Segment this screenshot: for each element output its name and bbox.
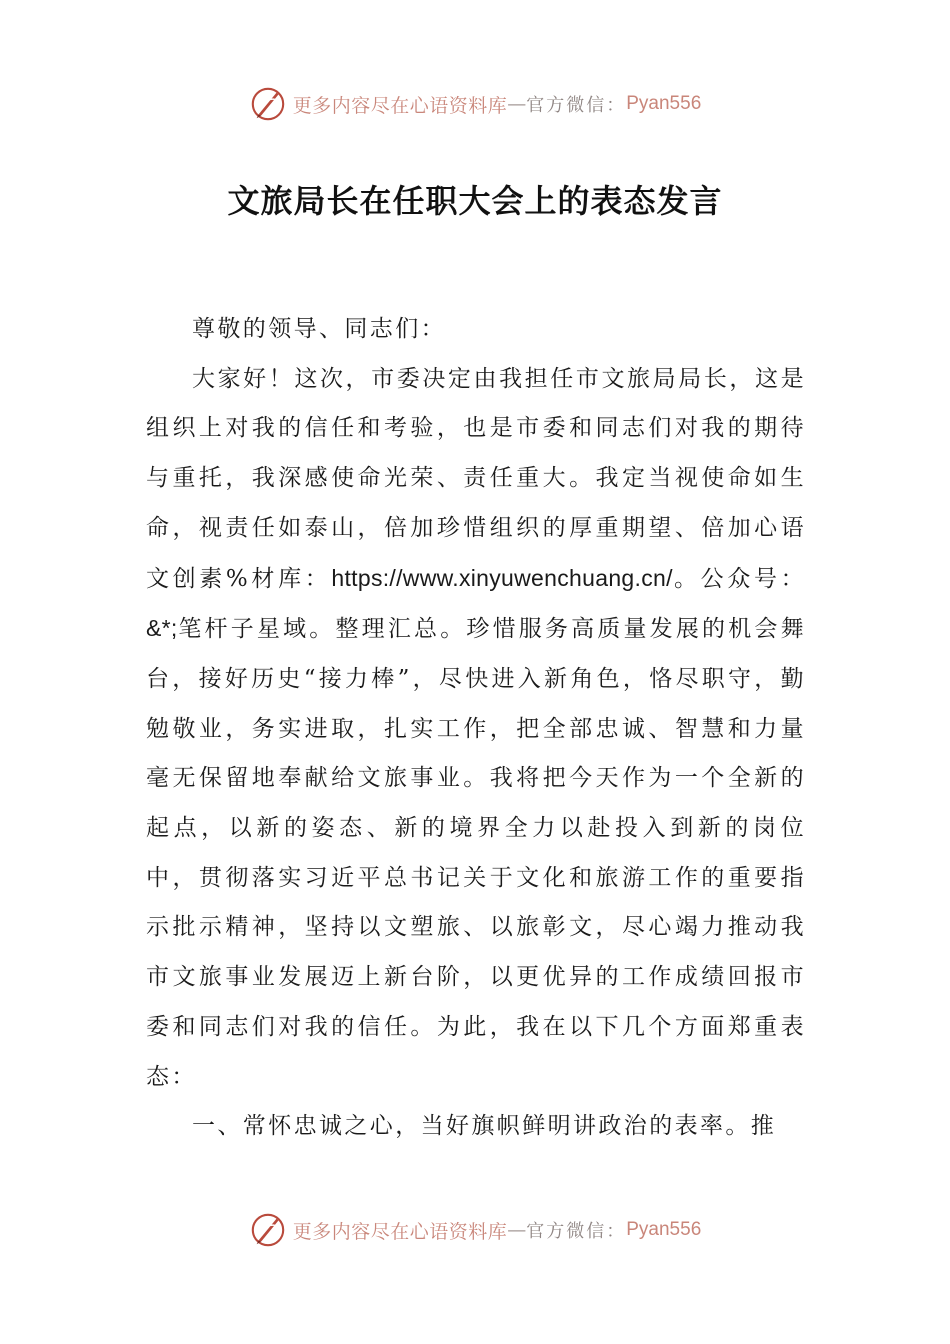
paragraph-1-text-c: 笔杆子星域。整理汇总。珍惜服务高质量发展的机会舞台，接好历史“接力棒”，尽快进入新角色，恪尽职守，勤勉敬业，务实进取，扎实工作，把全部忠诚、智慧和力量毫无保留地奉献给文旅事业。我将把今天作为一个全新的起点，以新的姿态、新的境界全力以赴投入到新的岗位中，贯彻落实习近平总书记关于文化和旅游工作的重要指示批示精神，坚持以文塑旅、以旅彰文，尽心竭力推动我市文旅事业发展迈上新台阶，以更优异的工作成绩回报市委和同志们对我的信任。为此，我在以下几个方面郑重表态： bbox=[146, 616, 806, 1090]
paragraph-1 bbox=[146, 355, 806, 1103]
banner-wechat-id: Pyan556 bbox=[626, 93, 702, 114]
banner-wechat-id: Pyan556 bbox=[626, 1219, 702, 1240]
paragraph-1-text-a: 大家好！这次，市委决定由我担任市文旅局局长，这是组织上对我的信任和考验，也是市委和同志们对我的期待与重托，我深感使命光荣、责任重大。我定当视使命如生命，视责任如泰山，倍加珍惜组织的厚重期望、倍加心语文创素%材库： bbox=[146, 365, 806, 592]
document-title: 文旅局长在任职大会上的表态发言 bbox=[227, 182, 723, 220]
banner-main-text: 更多内容尽在心语资料库 bbox=[292, 94, 508, 117]
banner-dash: — bbox=[507, 93, 527, 115]
banner-wechat-label: 官方微信： bbox=[526, 95, 627, 116]
banner-dash: — bbox=[507, 1219, 527, 1241]
website-url: https://www.xinyuwenchuang.cn/ bbox=[331, 564, 673, 591]
banner-wechat-label: 官方微信： bbox=[526, 1221, 627, 1242]
quill-logo-icon bbox=[249, 1211, 287, 1249]
quill-logo-icon bbox=[249, 85, 287, 123]
paragraph-1-symbols: &*; bbox=[146, 615, 178, 642]
paragraph-2: 一、常怀忠诚之心，当好旗帜鲜明讲政治的表率。推 bbox=[192, 1113, 777, 1140]
salutation: 尊敬的领导、同志们： bbox=[192, 316, 446, 342]
footer-watermark-banner bbox=[0, 1208, 950, 1252]
header-watermark-banner bbox=[0, 82, 950, 126]
banner-main-text: 更多内容尽在心语资料库 bbox=[292, 1220, 508, 1243]
paragraph-1-text-b: 。公众号： bbox=[672, 565, 807, 592]
document-body bbox=[146, 305, 806, 1152]
